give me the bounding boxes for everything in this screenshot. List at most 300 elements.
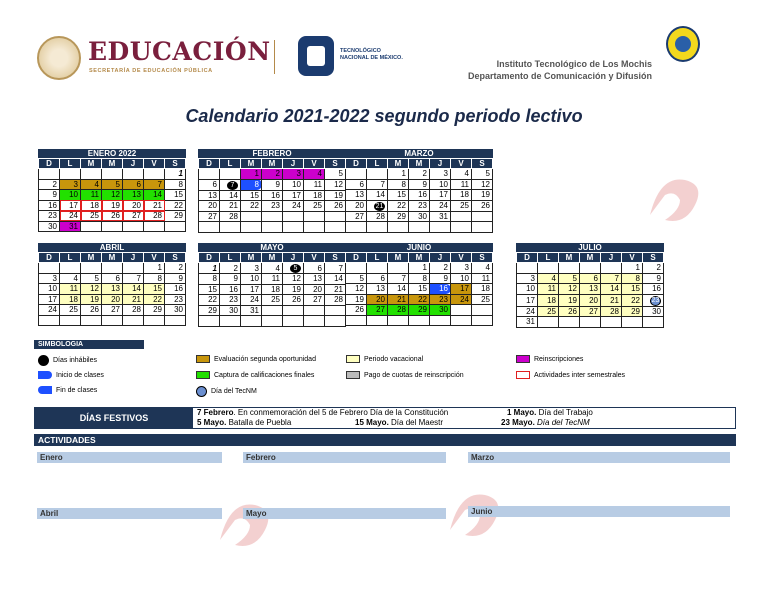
dragon-watermark-icon	[210, 490, 280, 560]
day-cell: 20	[199, 201, 220, 212]
day-cell: 9	[39, 190, 60, 201]
day-cell	[367, 263, 388, 274]
day-cell: 1	[199, 263, 220, 274]
day-cell	[81, 221, 102, 232]
festivo-7-febrero: 7 Febrero. En conmemoración del 5 de Febrero Día de la Constitución	[197, 408, 449, 417]
day-cell	[220, 316, 241, 327]
weekday-header: L	[367, 253, 388, 263]
day-cell: 14	[325, 274, 346, 285]
day-cell: 14	[601, 284, 622, 295]
weekday-header: M	[102, 159, 123, 169]
day-cell: 23	[643, 294, 664, 306]
swatch-yellow	[346, 355, 360, 363]
day-cell: 27	[304, 295, 325, 306]
day-cell	[262, 222, 283, 233]
weekday-header: V	[622, 253, 643, 263]
day-cell	[472, 315, 493, 326]
day-cell	[388, 315, 409, 326]
day-cell: 24	[430, 200, 451, 211]
day-cell: 30	[643, 306, 664, 317]
day-cell: 27	[123, 211, 144, 222]
day-cell: 8	[144, 273, 165, 284]
itlm-logo	[666, 26, 700, 62]
day-cell: 30	[165, 305, 186, 316]
legend-label: Fin de clases	[56, 386, 98, 394]
actividades-abril: Abril	[37, 508, 222, 519]
month-name: MARZO	[345, 149, 493, 158]
day-cell: 25	[60, 305, 81, 316]
weekday-header: L	[220, 253, 241, 263]
legend-reinscripciones	[516, 355, 583, 363]
day-cell	[283, 305, 304, 316]
day-cell: 13	[346, 190, 367, 201]
day-cell: 7	[388, 273, 409, 284]
day-cell: 18	[60, 294, 81, 305]
actividades-mayo: Mayo	[243, 508, 446, 519]
weekday-header: D	[39, 159, 60, 169]
day-cell	[123, 221, 144, 232]
day-cell: 11	[472, 273, 493, 284]
legend-pago	[346, 371, 464, 379]
weekday-header: D	[346, 159, 367, 169]
day-cell: 22	[409, 294, 430, 305]
day-cell: 4	[262, 263, 283, 274]
day-cell: 25	[538, 306, 559, 317]
day-cell: 27	[199, 211, 220, 222]
weekday-header: M	[580, 253, 601, 263]
calendar-january	[38, 149, 186, 232]
day-cell: 17	[60, 200, 81, 211]
day-cell: 14	[144, 190, 165, 201]
weekday-header: J	[123, 159, 144, 169]
day-cell: 13	[580, 284, 601, 295]
day-cell: 21	[144, 200, 165, 211]
day-cell: 4	[451, 169, 472, 180]
day-cell: 20	[304, 284, 325, 295]
day-cell: 14	[123, 284, 144, 295]
day-cell	[241, 222, 262, 233]
day-cell: 13	[102, 284, 123, 295]
swatch-green	[196, 371, 210, 379]
day-cell: 26	[325, 201, 346, 212]
day-cell: 3	[60, 179, 81, 190]
day-cell: 17	[241, 284, 262, 295]
day-cell	[262, 316, 283, 327]
day-cell: 3	[517, 273, 538, 284]
day-cell	[325, 222, 346, 233]
day-cell: 15	[144, 284, 165, 295]
calendar-march	[345, 149, 493, 233]
legend-label: Captura de calificaciones finales	[214, 371, 315, 379]
day-cell: 11	[451, 179, 472, 190]
day-cell	[538, 263, 559, 274]
weekday-header: L	[538, 253, 559, 263]
weekday-header: J	[430, 253, 451, 263]
legend-label: Día del TecNM	[211, 388, 257, 395]
sep-subtitle: SECRETARÍA DE EDUCACIÓN PÚBLICA	[89, 68, 213, 74]
day-cell	[451, 211, 472, 222]
day-cell: 15	[165, 190, 186, 201]
weekday-header: V	[144, 159, 165, 169]
day-cell	[559, 317, 580, 328]
day-cell	[346, 222, 367, 233]
day-cell	[346, 263, 367, 274]
weekday-header: D	[39, 253, 60, 263]
month-grid	[38, 252, 186, 326]
weekday-header: J	[601, 253, 622, 263]
day-cell: 4	[81, 179, 102, 190]
day-cell: 15	[241, 190, 262, 201]
day-cell: 3	[430, 169, 451, 180]
day-cell: 1	[241, 169, 262, 180]
day-cell: 24	[60, 211, 81, 222]
day-cell: 28	[367, 211, 388, 222]
day-cell: 29	[622, 306, 643, 317]
day-cell: 18	[451, 190, 472, 201]
day-cell: 6	[123, 179, 144, 190]
department-name: Departamento de Comunicación y Difusión	[467, 71, 652, 81]
day-cell: 1	[165, 169, 186, 180]
day-cell	[325, 305, 346, 316]
weekday-header: M	[81, 159, 102, 169]
day-cell: 26	[283, 295, 304, 306]
month-grid	[516, 252, 664, 328]
day-cell: 9	[409, 179, 430, 190]
day-cell	[517, 263, 538, 274]
weekday-header: M	[81, 253, 102, 263]
day-cell: 18	[304, 190, 325, 201]
day-cell: 21	[388, 294, 409, 305]
day-cell: 10	[283, 179, 304, 190]
day-cell: 1	[144, 263, 165, 274]
day-cell: 14	[367, 190, 388, 201]
day-cell	[39, 169, 60, 180]
weekday-header: D	[199, 159, 220, 169]
day-cell: 13	[199, 190, 220, 201]
month-name: ENERO 2022	[38, 149, 186, 158]
page-title: Calendario 2021-2022 segundo periodo lectivo	[185, 106, 583, 126]
day-cell: 21	[220, 201, 241, 212]
day-cell: 11	[60, 284, 81, 295]
day-cell: 9	[262, 179, 283, 190]
calendar-april	[38, 243, 186, 326]
day-cell: 6	[580, 273, 601, 284]
day-cell: 13	[123, 190, 144, 201]
day-cell: 28	[123, 305, 144, 316]
day-cell: 26	[102, 211, 123, 222]
day-cell: 25	[262, 295, 283, 306]
day-cell: 4	[304, 169, 325, 180]
day-cell	[388, 263, 409, 274]
weekday-header: M	[559, 253, 580, 263]
day-cell: 9	[430, 273, 451, 284]
day-cell: 8	[199, 274, 220, 285]
day-cell	[409, 315, 430, 326]
month-name: JUNIO	[345, 243, 493, 252]
day-cell: 10	[517, 284, 538, 295]
day-cell	[60, 263, 81, 274]
day-cell: 12	[283, 274, 304, 285]
weekday-header: D	[346, 253, 367, 263]
day-cell: 4	[472, 263, 493, 274]
day-cell	[39, 263, 60, 274]
day-cell: 16	[165, 284, 186, 295]
actividades-marzo: Marzo	[468, 452, 730, 463]
weekday-header: J	[430, 159, 451, 169]
day-cell: 19	[346, 294, 367, 305]
day-cell: 30	[39, 221, 60, 232]
weekday-header: S	[325, 159, 346, 169]
weekday-header: L	[60, 253, 81, 263]
day-cell: 12	[102, 190, 123, 201]
day-cell	[144, 169, 165, 180]
legend-label: Inicio de clases	[56, 371, 104, 379]
day-cell: 8	[165, 179, 186, 190]
day-cell: 10	[241, 274, 262, 285]
day-cell	[81, 263, 102, 274]
legend-title: SIMBOLOGIA	[34, 340, 144, 349]
day-cell	[388, 222, 409, 233]
weekday-header: S	[643, 253, 664, 263]
day-cell	[580, 317, 601, 328]
day-cell	[346, 315, 367, 326]
day-cell: 23	[262, 201, 283, 212]
weekday-header: S	[472, 159, 493, 169]
day-cell: 21	[601, 294, 622, 306]
swatch-red-outline	[516, 371, 530, 379]
day-cell: 6	[367, 273, 388, 284]
day-cell	[144, 315, 165, 326]
month-grid	[198, 158, 346, 233]
day-cell: 8	[622, 273, 643, 284]
weekday-header: S	[165, 159, 186, 169]
day-cell	[39, 315, 60, 326]
weekday-header: V	[451, 159, 472, 169]
calendar-june	[345, 243, 493, 326]
day-cell: 5	[81, 273, 102, 284]
day-cell: 26	[81, 305, 102, 316]
day-cell	[367, 169, 388, 180]
day-cell: 5	[472, 169, 493, 180]
day-cell: 12	[559, 284, 580, 295]
day-cell	[102, 169, 123, 180]
day-cell: 23	[220, 295, 241, 306]
day-cell: 5	[102, 179, 123, 190]
day-cell: 19	[559, 294, 580, 306]
day-cell: 16	[220, 284, 241, 295]
day-cell: 7	[367, 179, 388, 190]
day-cell: 7	[123, 273, 144, 284]
day-cell: 5	[559, 273, 580, 284]
day-cell: 2	[262, 169, 283, 180]
day-cell: 15	[199, 284, 220, 295]
weekday-header: M	[262, 253, 283, 263]
weekday-header: L	[60, 159, 81, 169]
weekday-header: M	[262, 159, 283, 169]
day-cell: 27	[580, 306, 601, 317]
day-cell: 18	[262, 284, 283, 295]
day-cell	[81, 315, 102, 326]
day-cell: 26	[346, 305, 367, 316]
day-cell: 8	[388, 179, 409, 190]
day-cell	[601, 263, 622, 274]
day-cell: 16	[643, 284, 664, 295]
day-cell	[262, 211, 283, 222]
day-cell: 28	[601, 306, 622, 317]
legend-intersemestrales	[516, 371, 625, 379]
day-cell: 16	[39, 200, 60, 211]
day-cell: 2	[39, 179, 60, 190]
weekday-header: M	[241, 253, 262, 263]
black-dot-icon	[38, 355, 49, 366]
legend-label: Evaluación segunda oportunidad	[214, 355, 316, 363]
weekday-header: V	[304, 253, 325, 263]
day-cell	[283, 222, 304, 233]
day-cell: 11	[538, 284, 559, 295]
day-cell: 20	[346, 200, 367, 211]
day-cell	[262, 305, 283, 316]
day-cell: 31	[60, 221, 81, 232]
day-cell: 12	[346, 284, 367, 295]
day-cell: 24	[241, 295, 262, 306]
day-cell	[60, 169, 81, 180]
day-cell	[346, 169, 367, 180]
day-cell: 28	[388, 305, 409, 316]
day-cell: 3	[451, 263, 472, 274]
legend-fin-clases	[38, 386, 97, 394]
day-cell	[123, 263, 144, 274]
month-grid	[345, 158, 493, 233]
header-divider	[274, 40, 275, 74]
day-cell: 12	[472, 179, 493, 190]
day-cell: 27	[346, 211, 367, 222]
tecnm-name-line1: TECNOLÓGICO	[340, 48, 381, 54]
day-cell: 18	[472, 284, 493, 295]
day-cell: 17	[39, 294, 60, 305]
day-cell	[81, 169, 102, 180]
day-cell: 10	[430, 179, 451, 190]
day-cell: 23	[39, 211, 60, 222]
day-cell: 26	[559, 306, 580, 317]
day-cell	[165, 315, 186, 326]
day-cell: 22	[144, 294, 165, 305]
calendar-july	[516, 243, 664, 328]
weekday-header: D	[517, 253, 538, 263]
legend-label: Reinscripciones	[534, 355, 584, 363]
day-cell	[472, 211, 493, 222]
weekday-header: L	[220, 159, 241, 169]
day-cell	[304, 211, 325, 222]
day-cell: 21	[123, 294, 144, 305]
tecnm-name	[340, 48, 410, 62]
weekday-header: L	[367, 159, 388, 169]
day-cell: 21	[367, 200, 388, 211]
festivo-15-mayo: 15 Mayo. Día del Maestr	[355, 418, 444, 427]
day-cell: 25	[304, 201, 325, 212]
day-cell: 8	[409, 273, 430, 284]
day-cell: 23	[409, 200, 430, 211]
day-cell: 11	[262, 274, 283, 285]
day-cell: 22	[165, 200, 186, 211]
swatch-purple	[516, 355, 530, 363]
festivo-1-mayo: 1 Mayo. Día del Trabajo	[507, 408, 593, 417]
day-cell	[220, 169, 241, 180]
day-cell	[199, 169, 220, 180]
day-cell: 31	[430, 211, 451, 222]
day-cell: 12	[81, 284, 102, 295]
day-cell: 10	[60, 190, 81, 201]
day-cell	[643, 317, 664, 328]
day-cell	[472, 222, 493, 233]
day-cell: 31	[517, 317, 538, 328]
day-cell: 27	[102, 305, 123, 316]
actividades-bar: ACTIVIDADES	[34, 434, 736, 446]
day-cell	[123, 315, 144, 326]
day-cell: 22	[241, 201, 262, 212]
weekday-header: J	[283, 253, 304, 263]
day-cell: 5	[325, 169, 346, 180]
institute-block	[468, 58, 652, 82]
dragon-watermark-icon	[640, 165, 710, 235]
weekday-header: M	[241, 159, 262, 169]
day-cell: 9	[165, 273, 186, 284]
institute-name: Instituto Tecnológico de Los Mochis	[496, 59, 652, 69]
day-cell: 31	[241, 305, 262, 316]
day-cell	[409, 222, 430, 233]
day-cell: 12	[325, 179, 346, 190]
legend-label: Periodo vacacional	[364, 355, 424, 363]
day-cell	[430, 222, 451, 233]
weekday-header: M	[102, 253, 123, 263]
day-cell: 3	[241, 263, 262, 274]
legend-label: Pago de cuotas de reinscripción	[364, 371, 464, 379]
day-cell: 6	[346, 179, 367, 190]
day-cell: 26	[472, 200, 493, 211]
weekday-header: D	[199, 253, 220, 263]
day-cell: 20	[580, 294, 601, 306]
day-cell: 9	[643, 273, 664, 284]
weekday-header: V	[304, 159, 325, 169]
legend-dias-inhabiles	[38, 355, 97, 366]
day-cell: 2	[643, 263, 664, 274]
day-cell: 29	[199, 305, 220, 316]
day-cell: 7	[325, 263, 346, 274]
day-cell	[220, 222, 241, 233]
day-cell: 25	[451, 200, 472, 211]
day-cell	[102, 315, 123, 326]
weekday-header: J	[123, 253, 144, 263]
day-cell: 2	[220, 263, 241, 274]
day-cell: 18	[81, 200, 102, 211]
day-cell: 10	[39, 284, 60, 295]
calendar-february	[198, 149, 346, 233]
weekday-header: S	[165, 253, 186, 263]
day-cell	[60, 315, 81, 326]
day-cell	[199, 316, 220, 327]
day-cell: 21	[325, 284, 346, 295]
arrow-left-icon	[38, 386, 52, 394]
legend-inicio-clases	[38, 371, 104, 379]
day-cell: 25	[472, 294, 493, 305]
weekday-header: S	[472, 253, 493, 263]
day-cell	[283, 211, 304, 222]
day-cell: 30	[409, 211, 430, 222]
month-name: JULIO	[516, 243, 664, 252]
day-cell: 19	[283, 284, 304, 295]
day-cell: 7	[601, 273, 622, 284]
day-cell: 24	[517, 306, 538, 317]
day-cell	[304, 222, 325, 233]
